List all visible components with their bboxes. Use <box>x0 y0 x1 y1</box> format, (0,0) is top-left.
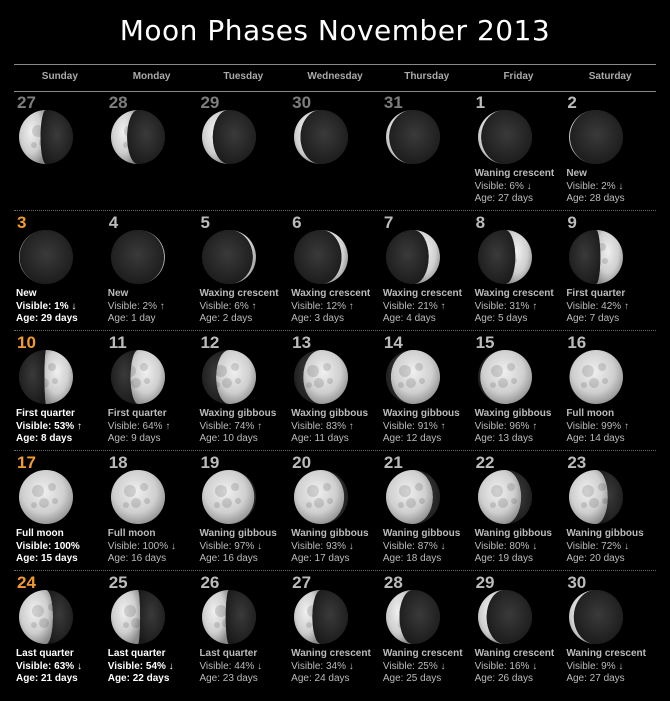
phase-visible: Visible: 6% ↓ <box>474 180 532 192</box>
phase-phase: Waxing gibbous <box>474 408 552 419</box>
phase-age: Age: 5 days <box>474 313 528 324</box>
day-cell <box>106 211 198 330</box>
day-number: 22 <box>475 453 495 472</box>
phase-visible: Visible: 54% ↓ <box>107 660 174 672</box>
phase-phase: Waning gibbous <box>199 528 277 539</box>
day-cell <box>473 571 565 691</box>
phase-phase: Waxing gibbous <box>291 408 369 419</box>
day-number: 26 <box>200 573 220 592</box>
day-cell <box>473 91 565 210</box>
moon-icon <box>201 589 257 645</box>
phase-age: Age: 7 days <box>566 313 620 324</box>
day-cell <box>473 451 565 570</box>
moon-icon <box>18 109 74 165</box>
weekday-saturday: Saturday <box>588 71 632 82</box>
phase-age: Age: 9 days <box>107 433 161 444</box>
day-number: 25 <box>108 573 128 592</box>
phase-phase: Waxing crescent <box>382 288 462 299</box>
phase-info <box>475 528 552 566</box>
phase-visible: Visible: 16% ↓ <box>474 660 538 672</box>
phase-visible: Visible: 34% ↓ <box>291 660 354 672</box>
day-number: 15 <box>475 333 495 352</box>
phase-phase: First quarter <box>107 408 167 419</box>
phase-info <box>199 408 276 446</box>
phase-info <box>199 648 262 686</box>
phase-phase: Waxing gibbous <box>382 408 460 419</box>
phase-visible: Visible: 96% ↑ <box>474 420 538 432</box>
phase-age: Age: 15 days <box>16 553 78 564</box>
phase-phase: Waxing crescent <box>474 288 554 299</box>
moon-icon <box>293 229 349 285</box>
moon-icon <box>18 469 74 525</box>
day-number: 13 <box>292 333 312 352</box>
phase-phase: Full moon <box>107 528 156 539</box>
moon-icon <box>110 349 166 405</box>
weekday-thursday: Thursday <box>404 71 450 82</box>
day-cell <box>197 451 289 570</box>
day-cell <box>197 91 289 210</box>
moon-icon <box>293 109 349 165</box>
weekday-wednesday: Wednesday <box>307 71 363 82</box>
phase-visible: Visible: 80% ↓ <box>474 540 538 552</box>
phase-info <box>16 648 82 686</box>
phase-age: Age: 22 days <box>107 673 170 684</box>
day-cell <box>14 211 106 330</box>
phase-age: Age: 27 days <box>566 673 625 684</box>
phase-phase: Waxing crescent <box>199 288 279 299</box>
day-number: 19 <box>200 453 220 472</box>
phase-age: Age: 25 days <box>382 673 442 684</box>
phase-visible: Visible: 2% ↓ <box>566 180 624 192</box>
phase-age: Age: 12 days <box>382 433 442 444</box>
day-cell <box>289 451 381 570</box>
day-cell <box>14 451 106 570</box>
day-cell <box>289 331 381 450</box>
phase-age: Age: 3 days <box>291 313 344 324</box>
phase-phase: Last quarter <box>16 648 74 659</box>
weekday-tuesday: Tuesday <box>223 71 264 82</box>
day-cell <box>381 571 473 691</box>
phase-info <box>291 408 368 446</box>
day-number: 27 <box>17 93 36 112</box>
week-row <box>14 451 656 571</box>
moon-icon <box>293 589 349 645</box>
phase-age: Age: 23 days <box>199 673 258 684</box>
phase-age: Age: 16 days <box>107 553 167 564</box>
moon-icon <box>18 589 74 645</box>
phase-info <box>475 408 552 446</box>
moon-icon <box>110 589 166 645</box>
phase-info <box>291 648 371 686</box>
phase-visible: Visible: 21% ↑ <box>382 300 446 312</box>
phase-visible: Visible: 93% ↓ <box>291 540 354 552</box>
moon-icon <box>477 589 533 645</box>
day-cell <box>564 211 656 330</box>
day-cell <box>381 331 473 450</box>
calendar-grid <box>14 91 656 691</box>
phase-visible: Visible: 31% ↑ <box>474 300 538 312</box>
phase-age: Age: 4 days <box>382 313 436 324</box>
phase-visible: Visible: 100% ↓ <box>107 540 176 552</box>
moon-icon <box>385 109 441 165</box>
day-number: 5 <box>200 213 210 232</box>
phase-age: Age: 16 days <box>199 553 258 564</box>
phase-phase: Waning crescent <box>474 168 555 179</box>
phase-phase: Last quarter <box>107 648 166 659</box>
phase-age: Age: 20 days <box>566 553 625 564</box>
phase-visible: Visible: 9% ↓ <box>566 660 624 672</box>
phase-visible: Visible: 97% ↓ <box>199 540 263 552</box>
phase-visible: Visible: 74% ↑ <box>199 420 263 432</box>
day-cell <box>106 331 198 450</box>
moon-icon <box>568 469 624 525</box>
phase-age: Age: 2 days <box>199 313 253 324</box>
moon-icon <box>568 349 624 405</box>
day-cell <box>14 571 106 691</box>
day-number: 16 <box>567 333 587 352</box>
moon-icon <box>385 589 441 645</box>
phase-info <box>108 648 174 686</box>
moon-icon <box>201 469 257 525</box>
phase-phase: First quarter <box>566 288 626 299</box>
phase-visible: Visible: 53% ↑ <box>16 420 82 432</box>
phase-phase: Waxing gibbous <box>199 408 277 419</box>
day-number: 21 <box>383 453 403 472</box>
phase-phase: Waning gibbous <box>566 528 644 539</box>
moon-icon <box>568 229 624 285</box>
phase-visible: Visible: 100% <box>16 540 80 552</box>
phase-phase: Waning gibbous <box>291 528 369 539</box>
day-number: 14 <box>383 333 403 352</box>
day-cell <box>289 211 381 330</box>
moon-icon <box>293 469 349 525</box>
phase-age: Age: 19 days <box>474 553 533 564</box>
day-cell <box>381 211 473 330</box>
phase-info <box>199 528 276 566</box>
moon-icon <box>201 349 257 405</box>
day-cell <box>197 331 289 450</box>
phase-visible: Visible: 2% ↑ <box>107 300 165 312</box>
phase-phase: New <box>107 288 129 299</box>
phase-info <box>475 288 554 326</box>
day-cell <box>381 91 473 210</box>
weekday-monday: Monday <box>132 71 171 82</box>
phase-phase: Full moon <box>566 408 615 419</box>
moon-icon <box>110 109 166 165</box>
day-number: 29 <box>200 93 220 112</box>
phase-info <box>16 288 78 326</box>
phase-visible: Visible: 12% ↑ <box>291 300 354 312</box>
phase-phase: Waning crescent <box>474 648 555 659</box>
day-cell <box>564 571 656 691</box>
phase-visible: Visible: 83% ↑ <box>291 420 354 432</box>
phase-info <box>566 288 629 326</box>
week-row <box>14 91 656 211</box>
week-row <box>14 211 656 331</box>
phase-age: Age: 21 days <box>16 673 78 684</box>
week-row <box>14 331 656 451</box>
day-cell <box>473 331 565 450</box>
day-number: 11 <box>108 333 127 352</box>
phase-info <box>199 288 278 326</box>
moon-icon <box>477 349 533 405</box>
moon-icon <box>293 349 349 405</box>
phase-info <box>566 648 646 686</box>
moon-icon <box>110 469 166 525</box>
phase-phase: New <box>566 168 587 179</box>
phase-age: Age: 14 days <box>566 433 625 444</box>
phase-age: Age: 13 days <box>474 433 533 444</box>
phase-info <box>566 528 643 566</box>
phase-info <box>108 408 171 446</box>
day-number: 6 <box>292 213 302 232</box>
phase-age: Age: 18 days <box>382 553 442 564</box>
day-number: 28 <box>108 93 128 112</box>
moon-icon <box>201 229 257 285</box>
day-number: 29 <box>475 573 495 592</box>
phase-info <box>16 528 80 566</box>
phase-age: Age: 17 days <box>291 553 350 564</box>
phase-info <box>108 528 176 566</box>
day-cell <box>564 451 656 570</box>
day-number: 8 <box>475 213 486 232</box>
day-cell <box>106 571 198 691</box>
phase-visible: Visible: 42% ↑ <box>566 300 629 312</box>
phase-visible: Visible: 6% ↑ <box>199 300 257 312</box>
phase-age: Age: 28 days <box>566 193 625 204</box>
day-number: 27 <box>292 573 312 592</box>
day-cell <box>14 331 106 450</box>
phase-visible: Visible: 63% ↓ <box>16 660 82 672</box>
moon-icon <box>477 469 533 525</box>
day-cell <box>473 211 565 330</box>
day-number: 24 <box>17 573 36 592</box>
day-number: 20 <box>292 453 312 472</box>
phase-phase: Waxing crescent <box>291 288 371 299</box>
page-title: Moon Phases November 2013 <box>119 14 551 47</box>
phase-info <box>383 648 463 686</box>
phase-info <box>566 168 624 206</box>
phase-phase: Waning crescent <box>566 648 646 659</box>
phase-phase: Full moon <box>16 528 64 539</box>
day-number: 4 <box>108 213 119 232</box>
phase-info <box>383 528 460 566</box>
phase-phase: New <box>16 288 37 299</box>
moon-icon <box>568 589 624 645</box>
weekday-header <box>14 64 656 92</box>
day-cell <box>564 331 656 450</box>
phase-info <box>475 168 555 206</box>
phase-info <box>291 528 368 566</box>
week-row <box>14 571 656 691</box>
phase-phase: Waning crescent <box>382 648 463 659</box>
phase-visible: Visible: 44% ↓ <box>199 660 263 672</box>
day-cell <box>197 211 289 330</box>
moon-icon <box>110 229 166 285</box>
phase-visible: Visible: 64% ↑ <box>107 420 171 432</box>
phase-info <box>475 648 555 686</box>
day-number: 28 <box>383 573 403 592</box>
day-cell <box>289 571 381 691</box>
phase-info <box>566 408 629 446</box>
day-number: 7 <box>383 213 394 232</box>
moon-icon <box>18 229 74 285</box>
weekday-sunday: Sunday <box>41 71 78 82</box>
phase-age: Age: 10 days <box>199 433 258 444</box>
phase-age: Age: 29 days <box>16 313 78 324</box>
phase-phase: Waning gibbous <box>382 528 461 539</box>
day-number: 2 <box>567 93 577 112</box>
moon-icon <box>477 229 533 285</box>
phase-info <box>108 288 165 326</box>
phase-info <box>16 408 82 446</box>
phase-visible: Visible: 25% ↓ <box>382 660 446 672</box>
phase-age: Age: 11 days <box>291 433 349 444</box>
day-cell <box>14 91 106 210</box>
moon-icon <box>477 109 533 165</box>
day-number: 1 <box>475 93 486 112</box>
day-number: 10 <box>17 333 36 352</box>
day-cell <box>289 91 381 210</box>
weekday-friday: Friday <box>503 71 534 82</box>
phase-visible: Visible: 87% ↓ <box>382 540 446 552</box>
day-number: 30 <box>292 93 312 112</box>
moon-icon <box>385 469 441 525</box>
phase-phase: First quarter <box>16 408 75 419</box>
phase-phase: Waning crescent <box>291 648 371 659</box>
day-number: 23 <box>567 453 587 472</box>
phase-age: Age: 1 day <box>107 313 156 324</box>
day-cell <box>197 571 289 691</box>
phase-age: Age: 26 days <box>474 673 533 684</box>
phase-visible: Visible: 91% ↑ <box>382 420 446 432</box>
moon-icon <box>18 349 74 405</box>
phase-phase: Last quarter <box>199 648 258 659</box>
moon-icon <box>385 229 441 285</box>
phase-info <box>291 288 370 326</box>
day-cell <box>381 451 473 570</box>
moon-icon <box>201 109 257 165</box>
day-cell <box>564 91 656 210</box>
day-number: 9 <box>567 213 577 232</box>
day-number: 18 <box>108 453 128 472</box>
phase-phase: Waning gibbous <box>474 528 552 539</box>
day-number: 12 <box>200 333 220 352</box>
day-cell <box>106 91 198 210</box>
day-number: 30 <box>567 573 587 592</box>
phase-age: Age: 27 days <box>474 193 533 204</box>
phase-info <box>383 288 462 326</box>
day-cell <box>106 451 198 570</box>
day-number: 17 <box>17 453 36 472</box>
moon-icon <box>385 349 441 405</box>
day-number: 3 <box>17 213 27 232</box>
phase-age: Age: 24 days <box>291 673 350 684</box>
phase-visible: Visible: 72% ↓ <box>566 540 629 552</box>
day-number: 31 <box>383 93 403 112</box>
phase-age: Age: 8 days <box>16 433 73 444</box>
phase-visible: Visible: 99% ↑ <box>566 420 629 432</box>
phase-info <box>383 408 460 446</box>
moon-icon <box>568 109 624 165</box>
phase-visible: Visible: 1% ↓ <box>16 300 77 312</box>
